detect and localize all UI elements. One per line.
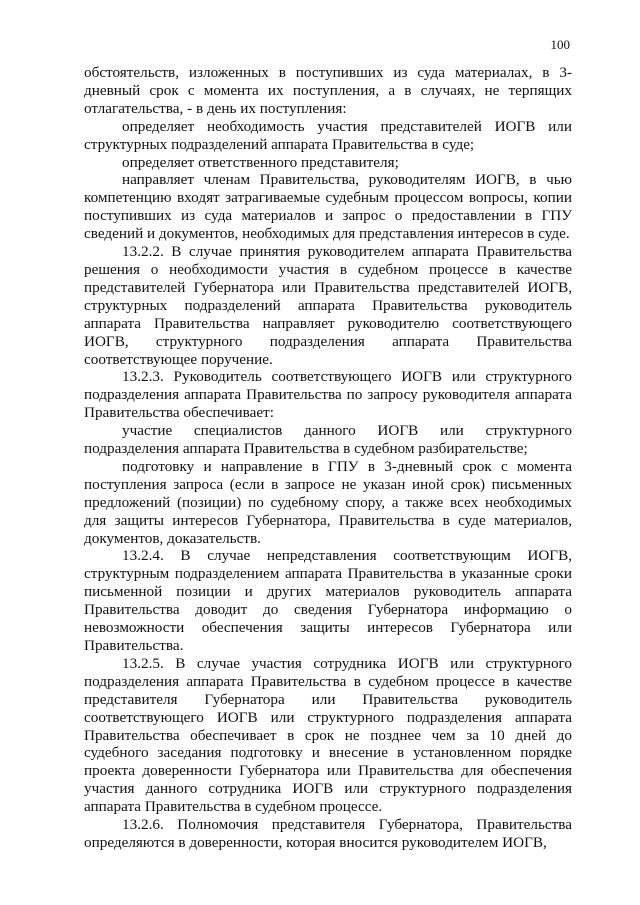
page-number: 100: [550, 37, 570, 52]
paragraph-13-2-3: 13.2.3. Руководитель соответствующего ИОГВ или структурного подразделения аппарата Правительства по запросу руководителя аппарата Правительства обеспечивает:: [84, 368, 572, 422]
paragraph-13-2-5: 13.2.5. В случае участия сотрудника ИОГВ или структурного подразделения аппарата Правительства в судебном процессе в качестве представителя Губернатора или Правительства руководитель соответствующего ИОГВ или структурного подразделения аппарата Правительства обеспечивает в срок не позднее чем за 10 дней до судебного заседания подготовку и внесение в установленном порядке проекта доверенности Губернатора или Правительства для обеспечения участия данного сотрудника ИОГВ или структурного подразделения аппарата Правительства в судебном процессе.: [84, 654, 572, 816]
paragraph-send-materials: направляет членам Правительства, руководителям ИОГВ, в чью компетенцию входят затрагиваемые судебным процессом вопросы, копии поступивших из суда материалов и запрос о предоставлении в ГПУ сведений и документов, необходимых для представления интересов в суде.: [84, 171, 572, 243]
paragraph-specialists-participation: участие специалистов данного ИОГВ или структурного подразделения аппарата Правительства в судебном разбирательстве;: [84, 422, 572, 458]
paragraph-proposals-preparation: подготовку и направление в ГПУ в 3-дневный срок с момента поступления запроса (если в запросе не указан иной срок) письменных предложений (позиции) по судебному спору, а также всех необходимых для защиты интересов Губернатора, Правительства в суде материалов, документов, доказательств.: [84, 457, 572, 547]
paragraph-13-2-4: 13.2.4. В случае непредставления соответствующим ИОГВ, структурным подразделением аппарата Правительства в указанные сроки письменной позиции и других материалов руководитель аппарата Правительства доводит до сведения Губернатора информацию о невозможности обеспечения защиты интересов Губернатора или Правительства.: [84, 547, 572, 654]
paragraph-responsible-representative: определяет ответственного представителя;: [122, 153, 399, 171]
document-body: [84, 64, 572, 852]
paragraph-participation-need: определяет необходимость участия представителей ИОГВ или структурных подразделений аппарата Правительства в суде;: [84, 117, 572, 153]
paragraph-13-2-2: 13.2.2. В случае принятия руководителем аппарата Правительства решения о необходимости участия в судебном процессе в качестве представителей Губернатора или Правительства представителей ИОГВ, структурных подразделений аппарата Правительства руководитель аппарата Правительства направляет руководителю соответствующего ИОГВ, структурного подразделения аппарата Правительства соответствующее поручение.: [84, 243, 572, 368]
paragraph-13-2-6: 13.2.6. Полномочия представителя Губернатора, Правительства определяются в доверенности, которая вносится руководителем ИОГВ,: [84, 816, 572, 851]
paragraph-continuation: обстоятельств, изложенных в поступивших из суда материалах, в 3-дневный срок с момента их поступления, а в случаях, не терпящих отлагательства, - в день их поступления:: [84, 64, 572, 117]
